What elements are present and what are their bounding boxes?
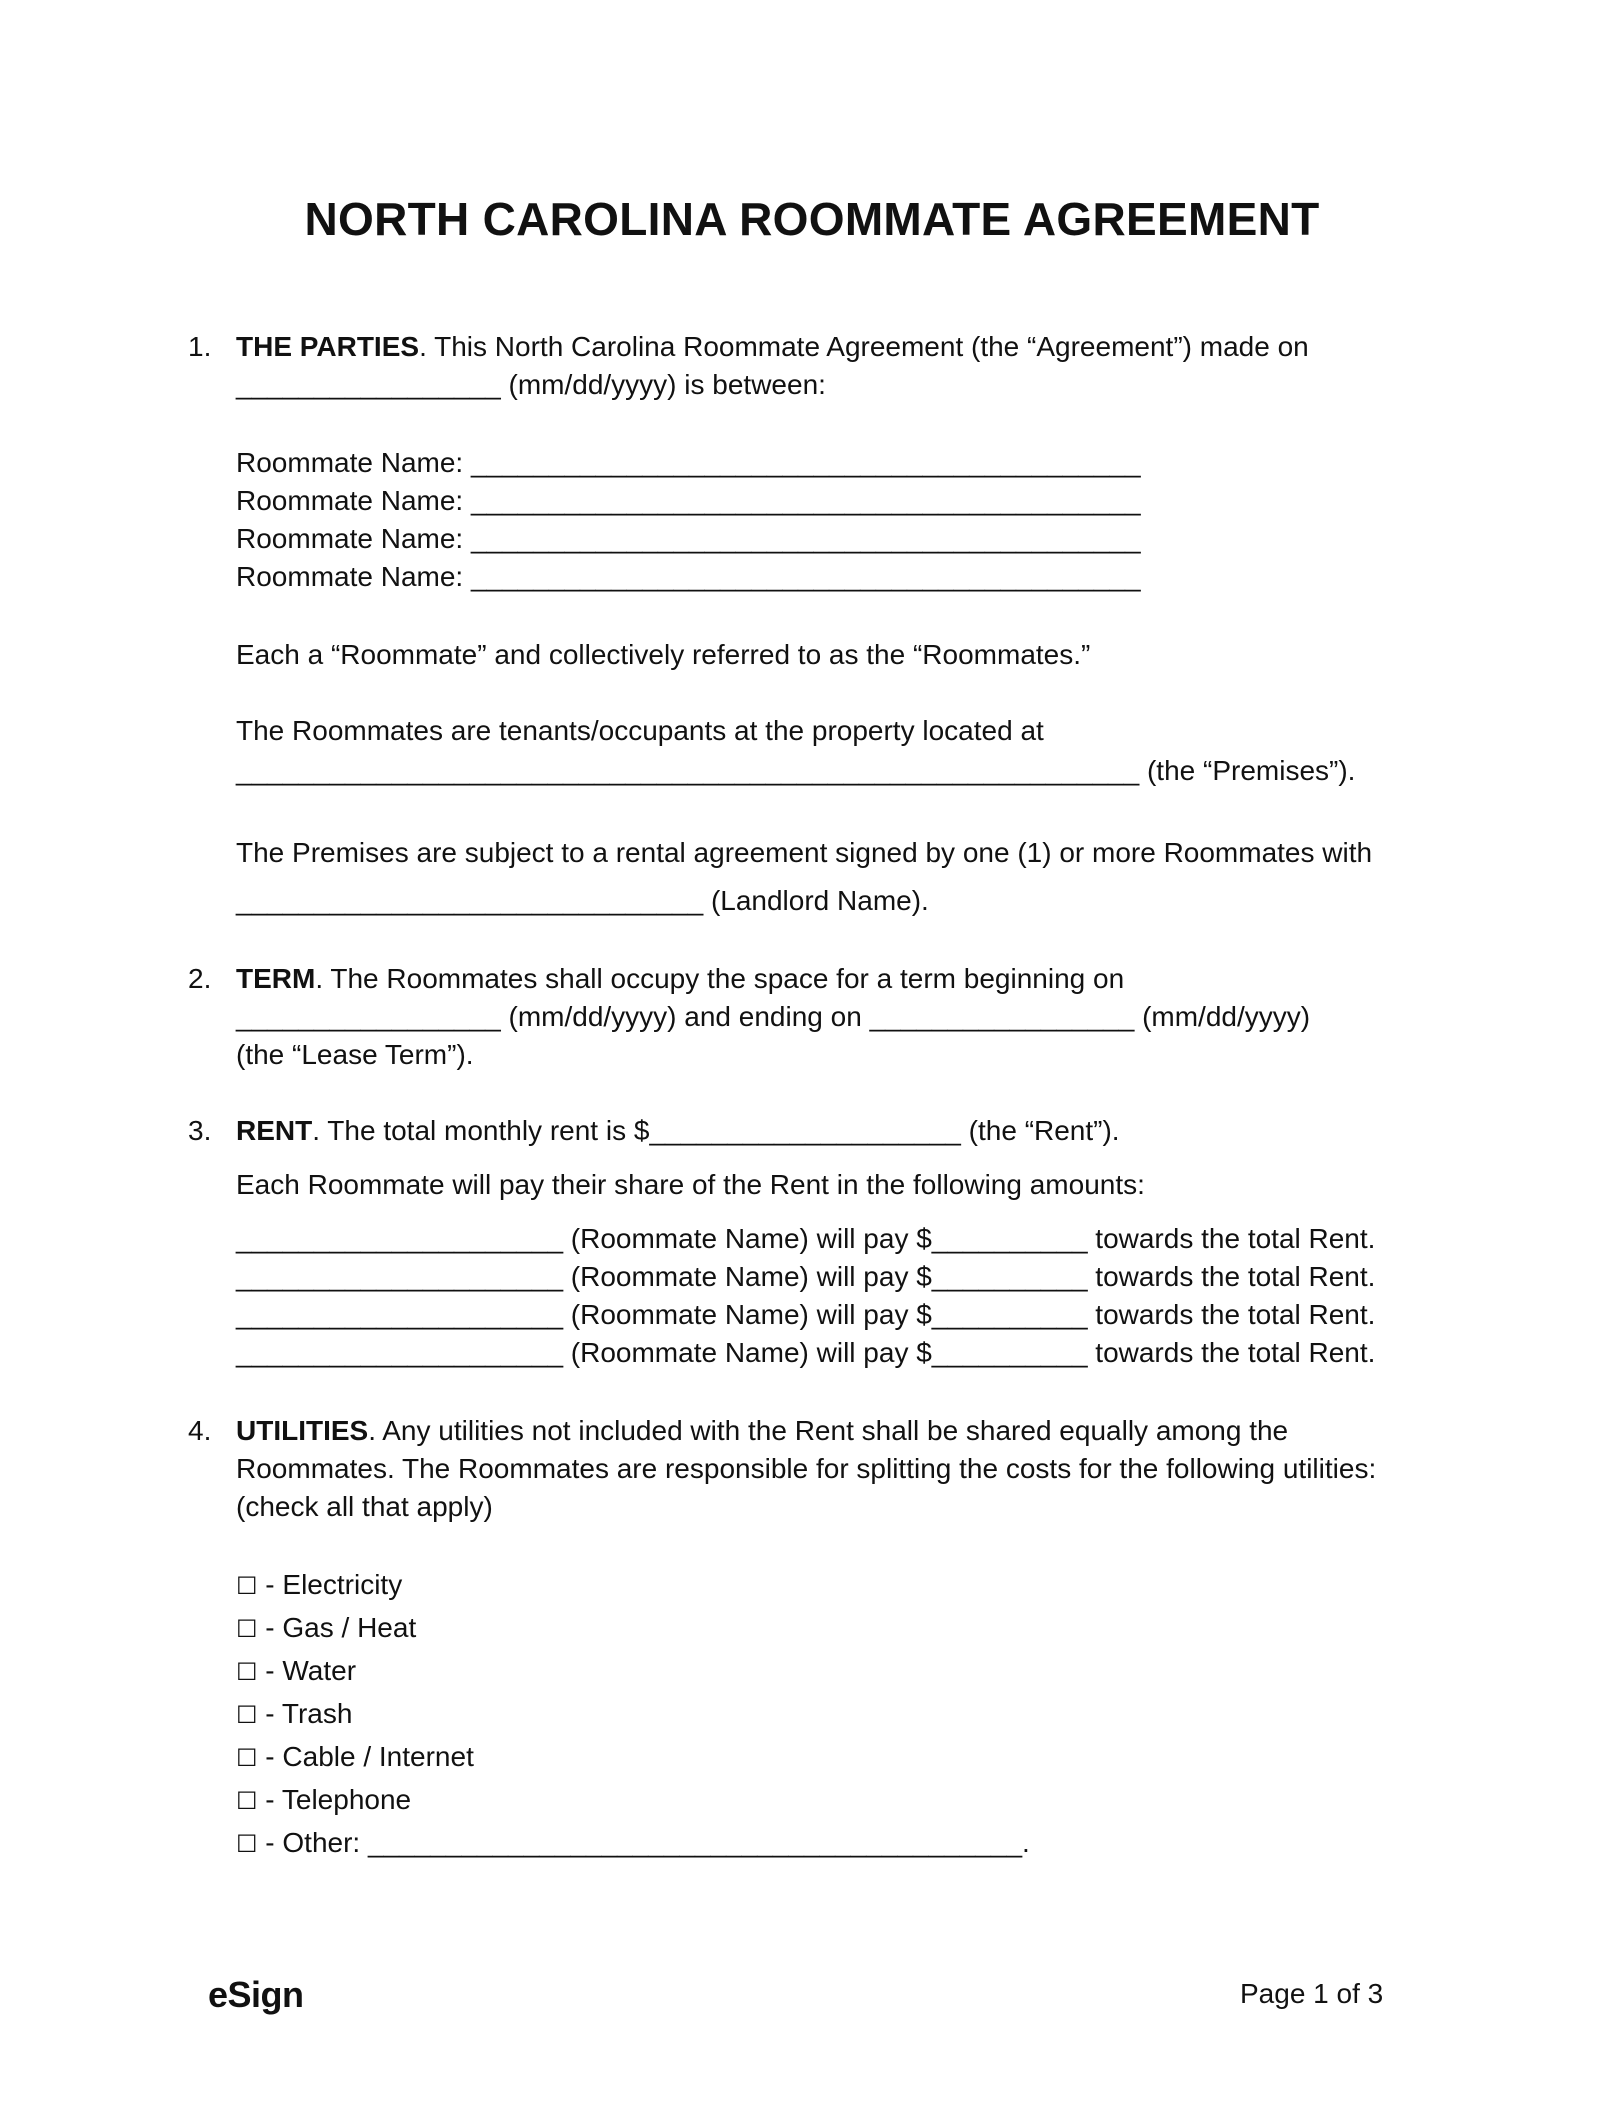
landlord-name-line: ______________________________ (Landlord Name). [236, 885, 929, 916]
lease-term-definition: (the “Lease Term”). [236, 1039, 474, 1070]
electricity-checkbox[interactable]: ☐ [236, 1572, 258, 1600]
agreement-date-line: _________________ (mm/dd/yyyy) is between: [236, 369, 826, 400]
rent-share-line-3: _____________________ (Roommate Name) will pay $__________ towards the total Rent. [236, 1299, 1376, 1330]
utility-label: - Cable / Internet [257, 1741, 474, 1772]
utility-option-other[interactable] [236, 1826, 1030, 1861]
section-3-heading: RENT [236, 1115, 313, 1146]
section-1-heading: THE PARTIES [236, 331, 420, 362]
section-4-heading: UTILITIES [236, 1415, 369, 1446]
rent-share-line-4: _____________________ (Roommate Name) will pay $__________ towards the total Rent. [236, 1337, 1376, 1368]
other-checkbox[interactable]: ☐ [236, 1830, 258, 1858]
utility-label: - Water [257, 1655, 357, 1686]
cable-internet-checkbox[interactable]: ☐ [236, 1744, 258, 1772]
section-1-number: 1. [188, 331, 212, 362]
roommates-definition: Each a “Roommate” and collectively referred to as the “Roommates.” [236, 639, 1091, 670]
rent-share-line-2: _____________________ (Roommate Name) will pay $__________ towards the total Rent. [236, 1261, 1376, 1292]
utility-option-water[interactable] [236, 1654, 356, 1689]
section-2-heading: TERM [236, 963, 316, 994]
trash-checkbox[interactable]: ☐ [236, 1701, 258, 1729]
section-2-line-1 [236, 962, 1124, 996]
utility-label: - Trash [257, 1698, 353, 1729]
utility-option-electricity[interactable] [236, 1568, 402, 1603]
section-4-line-1 [236, 1414, 1288, 1448]
rent-shares-intro: Each Roommate will pay their share of the Rent in the following amounts: [236, 1169, 1145, 1200]
section-3-number: 3. [188, 1115, 212, 1146]
lease-dates-line: _________________ (mm/dd/yyyy) and ending on _________________ (mm/dd/yyyy) [236, 1001, 1311, 1032]
roommate-name-line-2: Roommate Name: ___________________________________________ [236, 485, 1141, 516]
section-2-intro-text: . The Roommates shall occupy the space for a term beginning on [315, 963, 1125, 994]
roommate-name-line-3: Roommate Name: ___________________________________________ [236, 523, 1141, 554]
utility-option-trash[interactable] [236, 1697, 352, 1732]
utility-option-cable-internet[interactable] [236, 1740, 474, 1775]
section-4-line-2: Roommates. The Roommates are responsible for splitting the costs for the following utilities: [236, 1453, 1377, 1484]
section-3-line-1 [236, 1114, 1120, 1148]
roommate-name-line-1: Roommate Name: ___________________________________________ [236, 447, 1141, 478]
section-4-line-3: (check all that apply) [236, 1491, 493, 1522]
section-4-intro-text: . Any utilities not included with the Rent shall be shared equally among the [368, 1415, 1289, 1446]
premises-intro: The Roommates are tenants/occupants at the property located at [236, 715, 1044, 746]
water-checkbox[interactable]: ☐ [236, 1658, 258, 1686]
utility-label: - Telephone [257, 1784, 412, 1815]
section-1-intro-text: . This North Carolina Roommate Agreement (the “Agreement”) made on [419, 331, 1309, 362]
page-number: Page 1 of 3 [1240, 1978, 1384, 2009]
section-2-number: 2. [188, 963, 212, 994]
rent-share-line-1: _____________________ (Roommate Name) will pay $__________ towards the total Rent. [236, 1223, 1376, 1254]
roommate-name-line-4: Roommate Name: ___________________________________________ [236, 561, 1141, 592]
gas-heat-checkbox[interactable]: ☐ [236, 1615, 258, 1643]
esign-logo: eSign [208, 1974, 304, 2015]
total-rent-line: . The total monthly rent is $____________________ (the “Rent”). [312, 1115, 1120, 1146]
utility-label: - Electricity [257, 1569, 403, 1600]
section-4-number: 4. [188, 1415, 212, 1446]
utility-option-gas-heat[interactable] [236, 1611, 416, 1646]
document-title: NORTH CAROLINA ROOMMATE AGREEMENT [304, 193, 1320, 245]
telephone-checkbox[interactable]: ☐ [236, 1787, 258, 1815]
utility-option-telephone[interactable] [236, 1783, 411, 1818]
utility-label: - Other: __________________________________________. [257, 1827, 1030, 1858]
premises-address-line: __________________________________________________________ (the “Premises”). [236, 755, 1356, 786]
landlord-intro: The Premises are subject to a rental agreement signed by one (1) or more Roommates with [236, 837, 1373, 868]
utility-label: - Gas / Heat [257, 1612, 417, 1643]
section-1-line-1 [236, 330, 1309, 364]
